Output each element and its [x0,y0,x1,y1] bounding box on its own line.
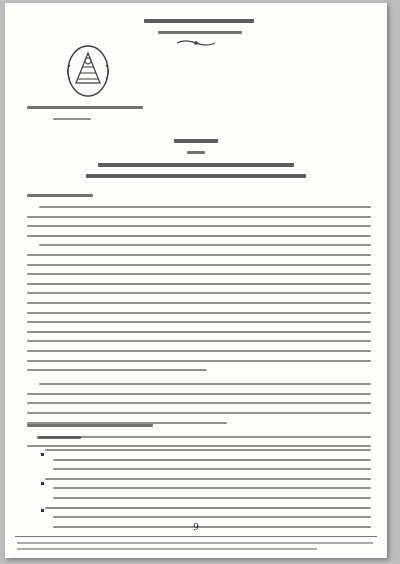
text-line [53,497,371,499]
text-line [53,468,371,470]
text-line [39,244,371,246]
text-line [27,283,371,285]
text-line [27,350,371,352]
text-line [27,321,371,323]
text-line [27,393,371,395]
text-line [53,487,371,489]
text-line [27,264,371,266]
ornament-icon [175,39,217,47]
emblem-icon [65,43,111,99]
page-number: 9 [193,523,199,533]
footer-divider [15,536,377,537]
text-line [27,331,371,333]
text-line [53,459,371,461]
text-line [27,445,371,447]
text-line [27,273,371,275]
text-line [53,516,371,518]
text-line [39,383,371,385]
text-line [27,216,371,218]
text-line [27,412,371,414]
document-page [5,3,387,558]
text-line [39,206,371,208]
text-line [27,369,207,371]
text-line [27,292,371,294]
text-line [27,402,371,404]
text-line [27,360,371,362]
text-line [45,507,371,509]
text-line [27,340,371,342]
text-line [45,478,371,480]
text-line [27,254,371,256]
bullet-point [41,509,44,512]
text-line [27,312,371,314]
text-line [27,235,371,237]
text-line [39,436,371,438]
text-line [27,302,371,304]
bullet-point [41,482,44,485]
text-line [45,449,371,451]
bullet-point [41,453,44,456]
text-line [27,225,371,227]
